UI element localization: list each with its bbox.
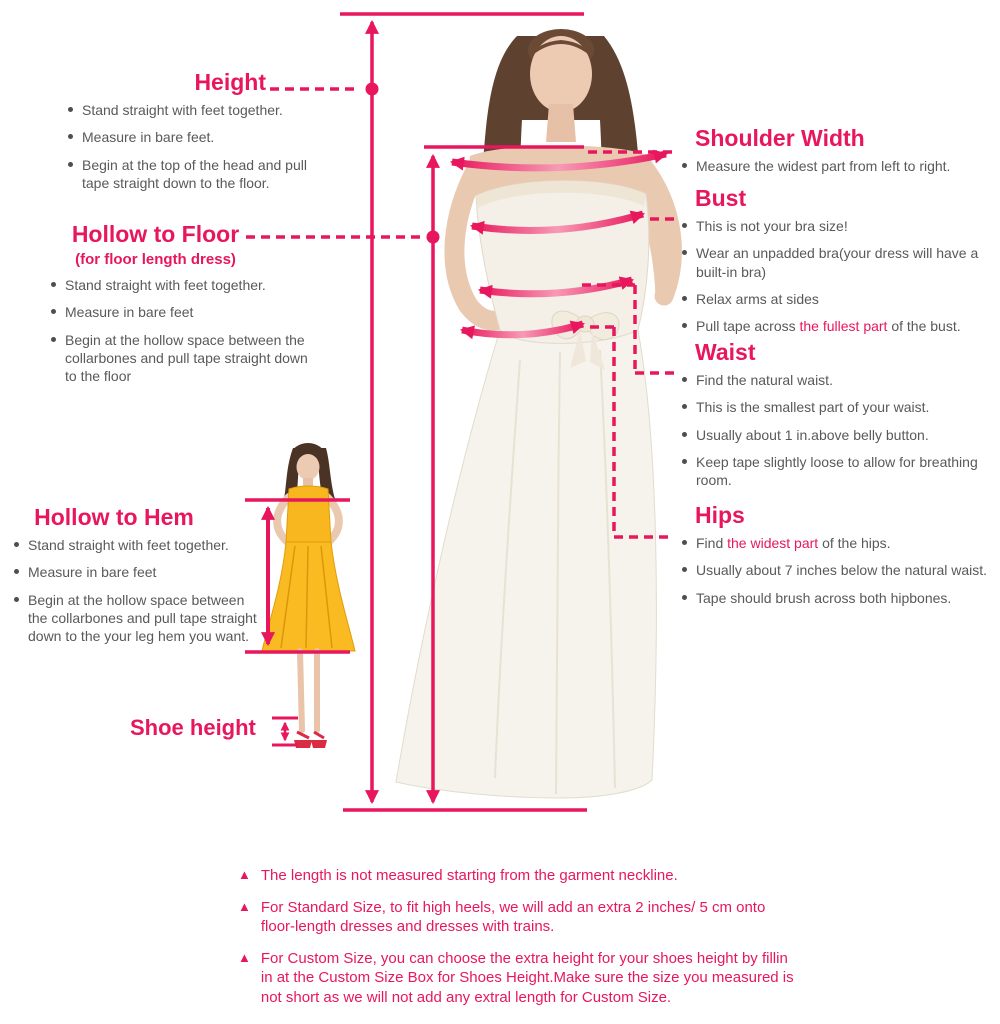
waist-title: Waist xyxy=(695,339,756,365)
bullet-text: Find the natural waist. xyxy=(696,372,833,389)
note-item xyxy=(238,949,798,1008)
bullet-item xyxy=(68,101,330,119)
bullet-dot xyxy=(682,377,687,382)
bust-title: Bust xyxy=(695,185,747,211)
bullet-text: Stand straight with feet together. xyxy=(82,102,283,119)
bullet-text: Usually about 7 inches below the natural waist. xyxy=(696,562,988,579)
bullet-dot xyxy=(682,432,687,437)
hollow-to-floor-title: Hollow to Floor xyxy=(71,221,240,247)
warning-triangle-icon: ▲ xyxy=(238,867,251,882)
bullet-item xyxy=(68,128,330,146)
bullet-item xyxy=(51,303,310,321)
bullet-text: Find the widest part of the hips. xyxy=(696,535,891,552)
bullet-dot xyxy=(68,162,73,167)
bullet-item xyxy=(51,331,310,386)
height-title: Height xyxy=(194,69,266,95)
bullet-item xyxy=(51,276,310,294)
bullet-dot xyxy=(682,404,687,409)
hips-bullet-list xyxy=(682,534,1000,607)
height-connector-dot xyxy=(366,83,379,96)
bullet-text: Measure the widest part from left to right. xyxy=(696,158,951,175)
bullet-item xyxy=(14,563,260,581)
bullet-item xyxy=(682,534,1000,552)
bullet-text: Measure in bare feet. xyxy=(82,129,215,146)
bullet-text: Tape should brush across both hipbones. xyxy=(696,589,952,606)
hips-section xyxy=(682,503,1000,616)
bullet-dot xyxy=(51,337,56,342)
small-model-illustration xyxy=(262,443,355,748)
note-item xyxy=(238,898,798,937)
shoulder-width-title: Shoulder Width xyxy=(695,125,865,151)
bullet-text: This is the smallest part of your waist. xyxy=(696,399,930,416)
bullet-text: Wear an unpadded bra(your dress will have a built-in bra) xyxy=(696,245,979,280)
height-section xyxy=(40,70,330,201)
bullet-dot xyxy=(682,595,687,600)
bullet-text: Stand straight with feet together. xyxy=(65,277,266,294)
bullet-text: Begin at the hollow space between the collarbones and pull tape straight down to the floor xyxy=(65,331,308,385)
bullet-dot xyxy=(682,567,687,572)
shoulder-width-bullet-list xyxy=(682,157,1000,175)
waist-section xyxy=(682,340,1000,498)
bullet-dot xyxy=(682,540,687,545)
hips-title: Hips xyxy=(695,502,745,528)
bullet-text: Measure in bare feet xyxy=(65,304,194,321)
shoe-height-section xyxy=(130,716,280,746)
bullet-dot xyxy=(682,459,687,464)
hollow-to-hem-bullet-list xyxy=(8,536,260,645)
warning-triangle-icon: ▲ xyxy=(238,898,251,914)
bullet-item xyxy=(682,371,1000,389)
bullet-text: Relax arms at sides xyxy=(696,290,819,307)
waist-bullet-list xyxy=(682,371,1000,489)
note-item xyxy=(238,866,798,886)
hollow-to-floor-subtitle: (for floor length dress) xyxy=(75,251,236,269)
bust-bullet-list xyxy=(682,217,1000,335)
bullet-item xyxy=(14,536,260,554)
hollow-to-hem-section xyxy=(8,505,260,654)
bullet-item xyxy=(14,591,260,646)
hollow-to-floor-bullet-list xyxy=(35,276,310,385)
bullet-dot xyxy=(68,107,73,112)
hollow-to-floor-section xyxy=(35,222,310,394)
bust-section xyxy=(682,186,1000,344)
bullet-text: This is not your bra size! xyxy=(696,218,848,235)
hollow-connector-dot xyxy=(427,231,440,244)
bullet-dot xyxy=(51,282,56,287)
bullet-dot xyxy=(14,597,19,602)
bullet-dot xyxy=(682,296,687,301)
bullet-text: Measure in bare feet xyxy=(28,564,157,581)
note-text: The length is not measured starting from the garment neckline. xyxy=(260,867,678,884)
bullet-item xyxy=(68,156,330,192)
bullet-dot xyxy=(682,223,687,228)
hollow-to-hem-title: Hollow to Hem xyxy=(34,504,194,530)
bullet-text: Begin at the top of the head and pull tape straight down to the floor. xyxy=(82,156,307,191)
main-model-illustration xyxy=(396,29,672,798)
bullet-text: Keep tape slightly loose to allow for breathing room. xyxy=(696,453,978,489)
bullet-item xyxy=(682,589,1000,607)
bullet-dot xyxy=(51,309,56,314)
notes-list xyxy=(238,866,798,1019)
bullet-item xyxy=(682,426,1000,444)
bullet-item xyxy=(682,317,1000,335)
bullet-item xyxy=(682,244,1000,280)
bullet-dot xyxy=(682,250,687,255)
bullet-item xyxy=(682,217,1000,235)
bullet-item xyxy=(682,453,1000,489)
bullet-text: Begin at the hollow space between the collarbones and pull tape straight down to the your leg hem you want. xyxy=(28,591,257,645)
warning-triangle-icon: ▲ xyxy=(238,949,251,965)
bullet-item xyxy=(682,290,1000,308)
bullet-dot xyxy=(682,323,687,328)
height-bullet-list xyxy=(40,101,330,192)
bullet-text: Stand straight with feet together. xyxy=(28,537,229,554)
note-text: For Custom Size, you can choose the extra height for your shoes height by fillin in at the Custom Size Box for Shoes Height.Make sure the size you measured is not short as we will not add any extral length for Custom Size. xyxy=(260,949,794,1006)
note-text: For Standard Size, to fit high heels, we will add an extra 2 inches/ 5 cm onto floor-length dresses and dresses with trains. xyxy=(260,898,766,935)
bullet-item xyxy=(682,561,1000,579)
bullet-dot xyxy=(14,569,19,574)
bullet-dot xyxy=(682,163,687,168)
shoulder-width-section xyxy=(682,126,1000,184)
bullet-dot xyxy=(68,134,73,139)
bullet-text: Pull tape across the fullest part of the bust. xyxy=(696,318,961,335)
bullet-text: Usually about 1 in.above belly button. xyxy=(696,426,929,443)
bullet-item xyxy=(682,398,1000,416)
bullet-dot xyxy=(14,542,19,547)
bullet-item xyxy=(682,157,1000,175)
shoe-height-title: Shoe height xyxy=(130,715,256,740)
